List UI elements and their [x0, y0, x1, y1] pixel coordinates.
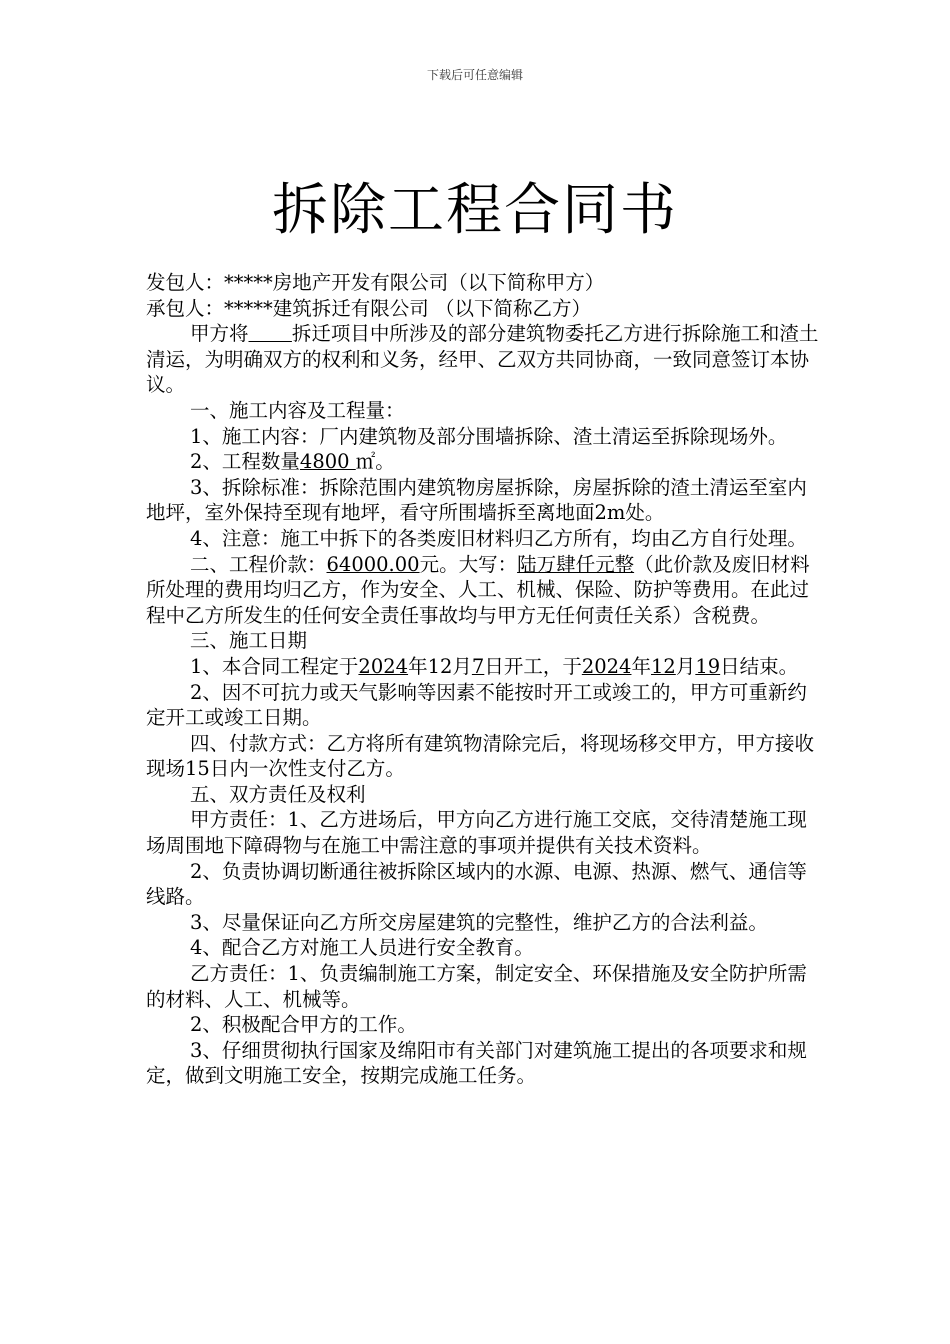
party-b-duty-2: 2、积极配合甲方的工作。	[190, 1013, 417, 1037]
quantity-label: 2、工程数量	[190, 450, 300, 474]
price-amount-words: 陆万肆仟元整	[517, 552, 635, 576]
end-day: 19	[695, 654, 721, 678]
section-3-item-2: 2、因不可抗力或天气影响等因素不能按时开工或竣工的，甲方可重新约定开工或竣工日期。	[146, 680, 807, 730]
schedule-t4: 月	[675, 654, 696, 678]
party-a-duty-1: 甲方责任：1、乙方进场后，甲方向乙方进行施工交底，交待清楚施工现场周围地下障碍物与在施工中需注意的事项并提供有关技术资料。	[146, 808, 807, 858]
section-5-title: 五、双方责任及权利	[190, 782, 366, 806]
start-day: 7	[471, 654, 485, 678]
party-b-duty-1: 乙方责任：1、负责编制施工方案，制定安全、环保措施及安全防护所需的材料、人工、机械等。	[146, 962, 807, 1011]
section-1-item-1: 1、施工内容：厂内建筑物及部分围墙拆除、渣土清运至拆除现场外。	[190, 424, 788, 448]
price-note: （此价款及废旧材料所处理的费用均归乙方，作为安全、人工、机械、保险、防护等费用。在此过程中乙方所发生的任何安全责任事故均与甲方无任何责任关系）含税费。	[146, 552, 810, 627]
section-2-price	[146, 552, 826, 629]
document-title: 拆除工程合同书	[272, 177, 678, 243]
schedule-t2: 日开工，于	[484, 654, 582, 678]
section-3-title: 三、施工日期	[190, 629, 308, 653]
section-3-item-1	[146, 654, 826, 680]
contract-body	[146, 270, 826, 1089]
schedule-t1: 年12月	[408, 654, 472, 678]
section-1-title: 一、施工内容及工程量：	[190, 398, 405, 422]
schedule-t3: 年	[631, 654, 651, 678]
section-1-item-3: 3、拆除标准：拆除范围内建筑物房屋拆除，房屋拆除的渣土清运至室内地坪，室外保持至现有地坪，看守所围墙拆至离地面2m处。	[146, 475, 807, 525]
party-a: 发包人：*****房地产开发有限公司（以下简称甲方）	[146, 271, 605, 294]
price-amount: 64000.00	[326, 552, 420, 576]
price-label: 二、工程价款：	[190, 552, 327, 576]
party-a-duty-4: 4、配合乙方对施工人员进行安全教育。	[190, 936, 534, 960]
intro-pre: 甲方将	[190, 322, 249, 346]
section-1-item-4: 4、注意：施工中拆下的各类废旧材料归乙方所有，均由乙方自行处理。	[190, 526, 807, 550]
price-mid: 元。大写：	[419, 552, 518, 576]
intro-post: 拆迁项目中所涉及的部分建筑物委托乙方进行拆除施工和渣土清运，为明确双方的权利和义务，经甲、乙双方共同协商，一致同意签订本协议。	[146, 322, 819, 397]
party-b-duty-3: 3、仔细贯彻执行国家及绵阳市有关部门对建筑施工提出的各项要求和规定，做到文明施工安全，按期完成施工任务。	[146, 1038, 807, 1088]
section-1-item-2	[146, 449, 826, 475]
header-note: 下载后可任意编辑	[426, 68, 523, 82]
party-a-duty-3: 3、尽量保证向乙方所交房屋建筑的完整性，维护乙方的合法利益。	[190, 910, 768, 934]
party-a-duty-2: 2、负责协调切断通往被拆除区域内的水源、电源、热源、燃气、通信等线路。	[146, 859, 807, 909]
quantity-unit: ㎡。	[355, 450, 395, 474]
start-year: 2024	[358, 654, 409, 678]
quantity-value: 4800	[299, 450, 356, 474]
schedule-pre: 1、本合同工程定于	[190, 654, 359, 678]
section-4-payment: 四、付款方式：乙方将所有建筑物清除完后，将现场移交甲方，甲方接收现场15日内一次性支付乙方。	[146, 731, 815, 781]
end-year: 2024	[581, 654, 632, 678]
party-b: 承包人：*****建筑拆迁有限公司 （以下简称乙方）	[146, 296, 591, 320]
end-month: 12	[650, 654, 676, 678]
intro-paragraph	[146, 321, 826, 398]
schedule-t5: 日结束。	[720, 654, 799, 678]
project-name-blank	[249, 322, 292, 345]
